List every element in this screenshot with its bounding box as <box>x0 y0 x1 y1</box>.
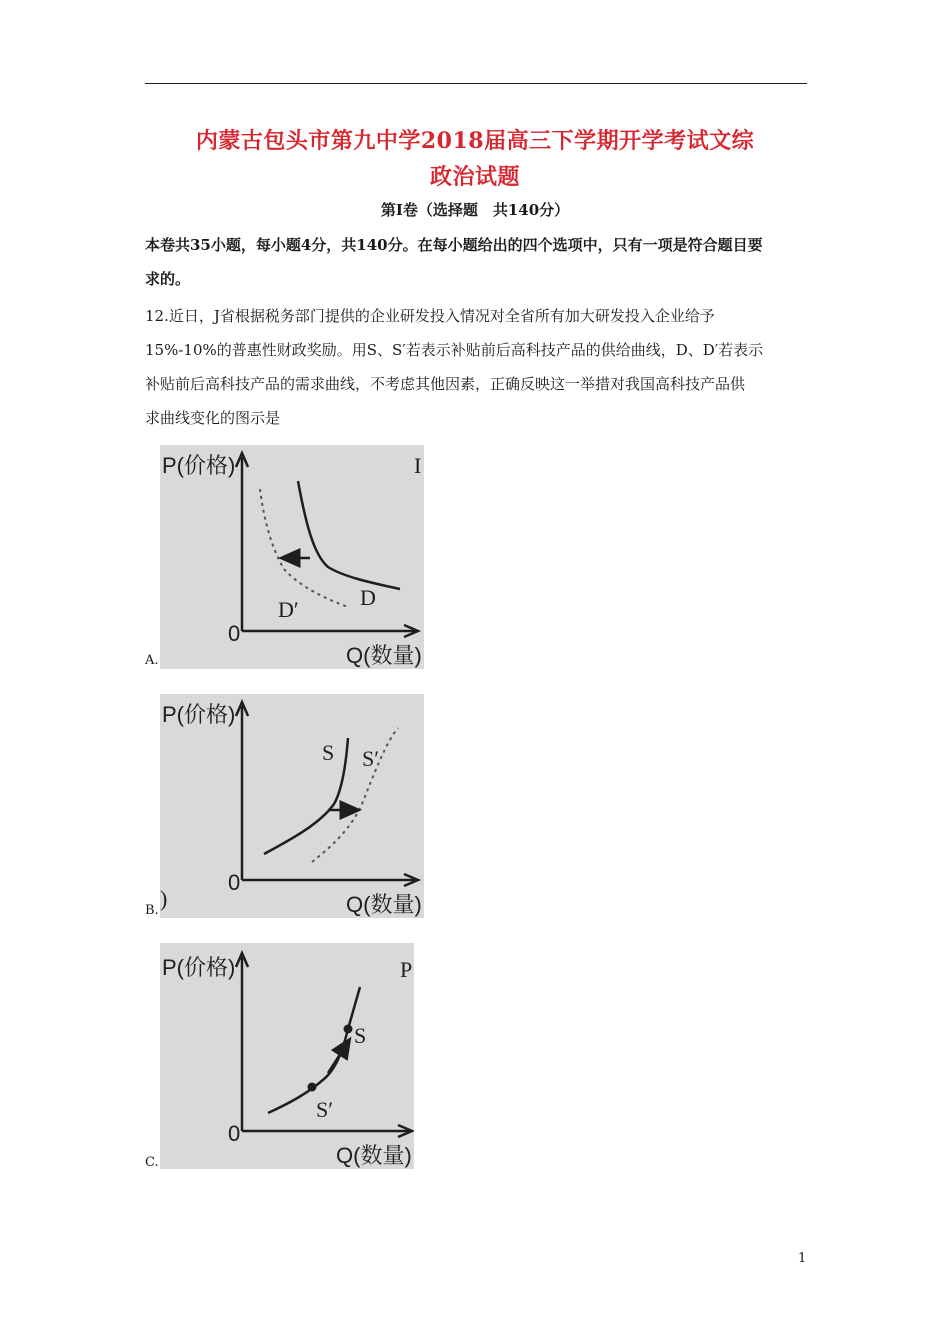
option-c-graph <box>160 943 414 1169</box>
point-s-prime <box>308 1083 317 1092</box>
question-line: 12.近日，J省根据税务部门提供的企业研发投入情况对全省所有加大研发投入企业给予 <box>145 307 715 325</box>
curve-label-d: D <box>360 585 376 610</box>
option-a-graph <box>160 445 424 669</box>
point-s <box>344 1025 353 1034</box>
section-heading: 第Ⅰ卷（选择题 共140分） <box>380 201 570 219</box>
header-rule <box>145 83 807 84</box>
question-line: 补贴前后高科技产品的需求曲线，不考虑其他因素，正确反映这一举措对我国高科技产品供 <box>145 375 746 393</box>
option-b-graph <box>160 694 424 918</box>
question-line: 求曲线变化的图示是 <box>145 409 281 427</box>
option-b-svg <box>160 694 424 918</box>
curve-label-s: S <box>322 740 335 765</box>
curve-label-s-prime: S′ <box>362 746 380 771</box>
instructions-line-2: 求的。 <box>145 270 191 288</box>
demand-curve-d <box>298 481 400 589</box>
curve-label-d-prime: D′ <box>278 597 299 622</box>
instructions-line-1: 本卷共35小题，每小题4分，共140分。在每小题给出的四个选项中，只有一项是符合题目要 <box>145 236 763 254</box>
origin-label: 0 <box>228 621 241 646</box>
edge-glyph: I <box>414 453 422 478</box>
movement-arrow <box>328 1045 346 1073</box>
supply-curve <box>268 987 360 1113</box>
curve-label-s-prime: S′ <box>316 1097 334 1122</box>
option-a-svg <box>160 445 424 669</box>
edge-glyph: ) <box>160 886 168 911</box>
y-axis-label: P(价格) <box>162 955 236 980</box>
edge-glyph: P <box>400 957 413 982</box>
option-c-label: C. <box>145 1155 159 1170</box>
origin-label: 0 <box>228 870 241 895</box>
option-c-svg <box>160 943 414 1169</box>
origin-label: 0 <box>228 1121 241 1146</box>
x-axis-label: Q(数量) <box>346 643 422 668</box>
document-title: 内蒙古包头市第九中学2018届高三下学期开学考试文综 <box>195 128 755 154</box>
option-b-label: B. <box>145 903 159 918</box>
document-subtitle: 政治试题 <box>429 164 520 190</box>
y-axis-label: P(价格) <box>162 702 236 727</box>
x-axis-label: Q(数量) <box>346 892 422 917</box>
question-12 <box>145 299 807 435</box>
x-axis-label: Q(数量) <box>336 1143 412 1168</box>
supply-curve-s <box>264 738 348 854</box>
page-number: 1 <box>798 1251 807 1266</box>
curve-label-s: S <box>354 1023 367 1048</box>
question-line: 15%-10%的普惠性财政奖励。用S、S′若表示补贴前后高科技产品的供给曲线，D、D′若表示 <box>145 341 764 359</box>
option-a-label: A. <box>145 653 159 668</box>
y-axis-label: P(价格) <box>162 453 236 478</box>
